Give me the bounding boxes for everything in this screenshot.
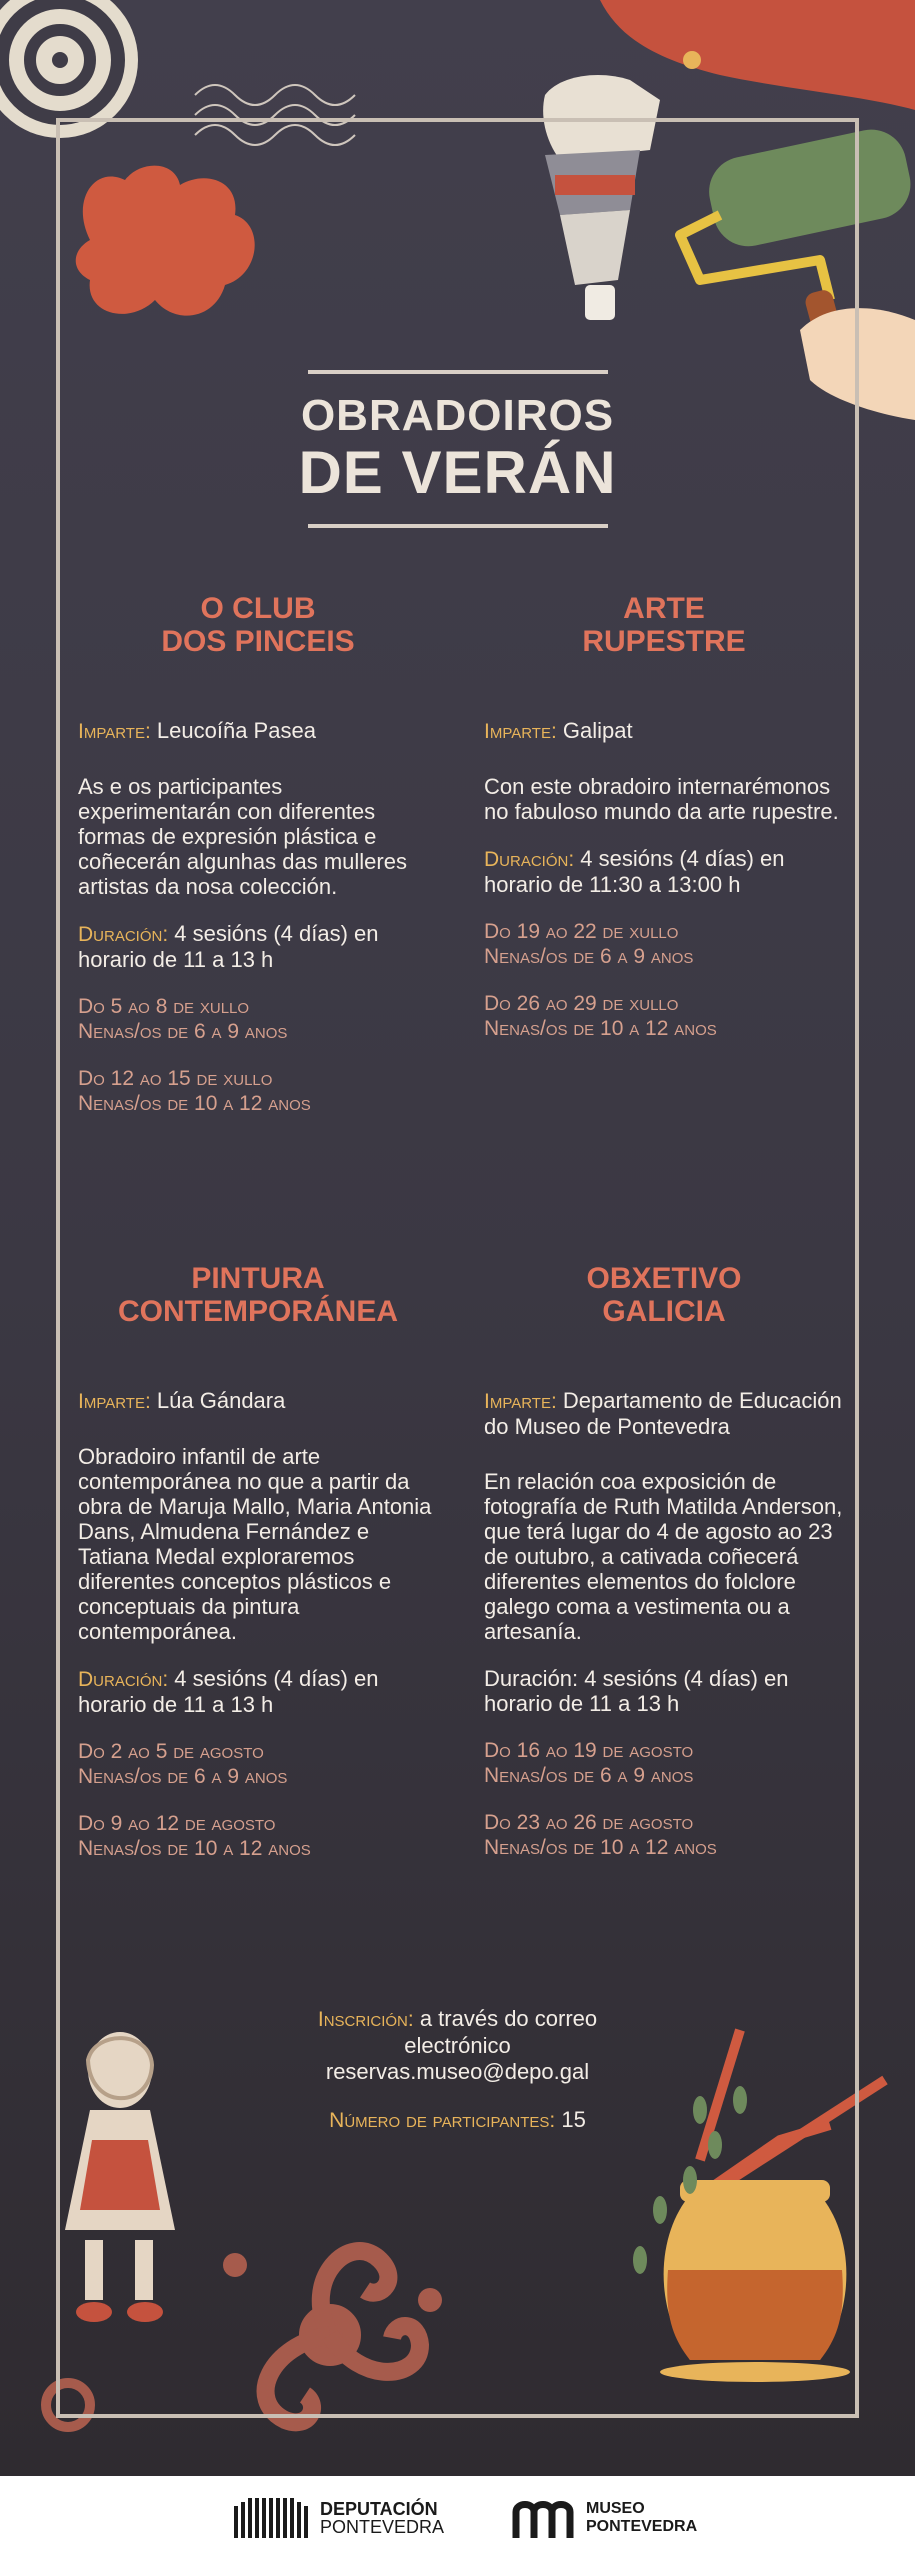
session-1: Do 2 ao 5 de agosto Nenas/os de 6 a 9 anos [78,1740,288,1788]
inscricion-line: Inscrición: a través do correo [317,2006,598,2031]
duracion-line: Duración: 4 sesións (4 días) en horario de 11:30 a 13:00 h [484,846,785,897]
logo-bar [0,2476,915,2560]
workshop-arte-rupestre [484,592,844,1041]
workshop-club-pinceis [78,592,438,1116]
inscricion-line-2: electrónico [404,2033,511,2058]
session-1: Do 5 ao 8 de xullo Nenas/os de 6 a 9 anos [78,995,288,1043]
imparte-line: Imparte: Lúa Gándara [78,1388,286,1413]
imparte-line: Imparte: Departamento de Educación do Museo de Pontevedra [484,1388,842,1439]
workshop-description: Con este obradoiro internarémonos no fabuloso mundo da arte rupestre. [484,774,839,824]
session-2: Do 26 ao 29 de xullo Nenas/os de 10 a 12 anos [484,992,717,1040]
imparte-line: Imparte: Leucoíña Pasea [78,718,316,743]
page-title [0,370,915,528]
imparte-line: Imparte: Galipat [484,718,633,743]
duracion-line: Duración: 4 sesións (4 días) en horario de 11 a 13 h [78,921,379,972]
email-link[interactable]: reservas.museo@depo.gal [325,2059,590,2084]
workshop-title: OBXETIVO GALICIA [586,1262,742,1328]
session-1: Do 19 ao 22 de xullo Nenas/os de 6 a 9 anos [484,920,694,968]
workshop-obxetivo-galicia [484,1262,844,1860]
deputacion-dots-icon [234,2498,310,2538]
museo-logo: MUSEO PONTEVEDRA [512,2498,697,2538]
session-2: Do 12 ao 15 de xullo Nenas/os de 10 a 12 anos [78,1067,311,1115]
workshop-title: O CLUB DOS PINCEIS [161,592,355,658]
title-rule-bottom [308,524,608,528]
session-2: Do 23 ao 26 de agosto Nenas/os de 10 a 12 anos [484,1811,717,1859]
session-2: Do 9 ao 12 de agosto Nenas/os de 10 a 12 anos [78,1812,311,1860]
workshop-description: Obradoiro infantil de arte contemporánea no que a partir da obra de Maruja Mallo, Maria Antonia Dans, Almudena Fernández e Tatiana Medal exploraremos diferentes conceptos plásticos e conceptuais da pintura contemporánea. [78,1444,432,1644]
workshop-pintura-contemporanea [78,1262,438,1861]
workshop-description: As e os participantes experimentarán con diferentes formas de expresión plástica e coñecerán algunhas das mulleres artistas da nosa colección. [78,774,407,899]
title-line-1: OBRADOIROS [300,391,615,440]
workshop-title: PINTURA CONTEMPORÁNEA [117,1262,398,1328]
title-line-2: DE VERÁN [298,439,617,506]
session-1: Do 16 ao 19 de agosto Nenas/os de 6 a 9 anos [484,1739,694,1787]
title-rule-top [308,370,608,374]
registration-info [0,2006,915,2134]
participantes-line: Número de participantes: 15 [329,2107,586,2132]
workshop-title: ARTE RUPESTRE [582,592,746,658]
museo-m-icon [512,2498,576,2538]
duracion-line: Duración: 4 sesións (4 días) en horario de 11 a 13 h [484,1666,789,1716]
deputacion-logo: DEPUTACIÓN PONTEVEDRA [234,2498,444,2538]
duracion-line: Duración: 4 sesións (4 días) en horario de 11 a 13 h [78,1666,379,1717]
workshop-description: En relación coa exposición de fotografía de Ruth Matilda Anderson, que terá lugar do 4 de agosto ao 23 de outubro, a cativada coñecerá diferentes elementos do folclore galego coma a vestimenta ou a artesanía. [484,1469,843,1644]
